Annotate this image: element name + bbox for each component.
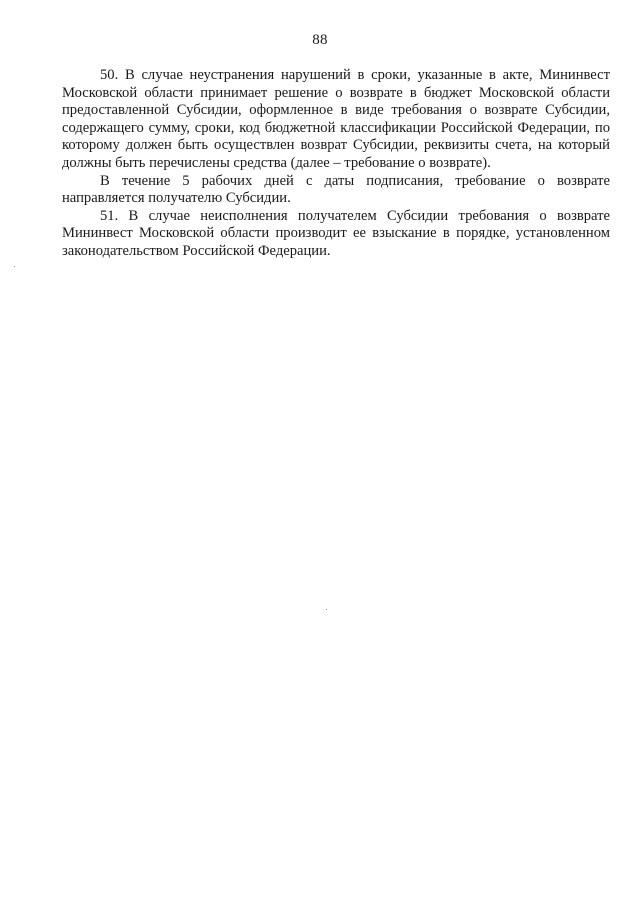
page-number: 88 — [312, 32, 328, 48]
scan-speck — [14, 266, 15, 267]
paragraph-return-notice: В течение 5 рабочих дней с даты подписания, требование о возврате направляется получателю Субсидии. — [62, 172, 610, 207]
scan-speck — [326, 609, 327, 610]
document-body — [62, 67, 610, 261]
paragraph-51: 51. В случае неисполнения получателем Субсидии требования о возврате Мининвест Московской области производит ее взыскание в порядке, установленном законодательством Российской Федерации. — [62, 207, 610, 259]
paragraph-50: 50. В случае неустранения нарушений в сроки, указанные в акте, Мининвест Московской области принимает решение о возврате в бюджет Московской области предоставленной Субсидии, оформленное в виде требования о возврате Субсидии, содержащего сумму, сроки, код бюджетной классификации Российской Федерации, по которому должен быть осуществлен возврат Субсидии, реквизиты счета, на который должны быть перечислены средства (далее – требование о возврате). — [62, 67, 610, 171]
